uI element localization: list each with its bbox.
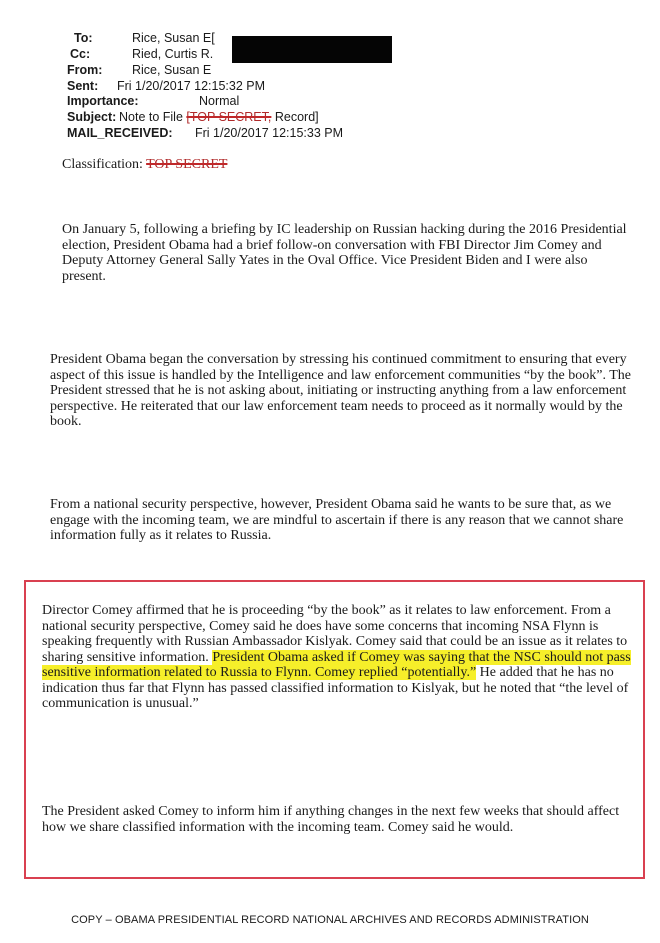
paragraph-4-highlighted-text: President Obama asked if Comey was saying that the NSC should not pass sensitive information related to Russia to Flynn. Comey replied “potentially.” <box>42 649 631 680</box>
paragraph-2: President Obama began the conversation by stressing his continued commitment to ensuring that every aspect of this issue is handled by the Intelligence and law enforcement communities “by the book”. The President stressed that he is not asking about, initiating or instructing anything from a law enforcement perspective. He reiterated that our law enforcement team needs to proceed as it normally would by the book. <box>50 352 631 429</box>
importance-value: Normal <box>199 94 240 108</box>
classification-label: Classification: <box>62 157 147 172</box>
header-subject-row <box>67 110 319 125</box>
mail-received-value: Fri 1/20/2017 12:15:33 PM <box>195 126 344 140</box>
classification-value: TOP SECRET <box>146 157 228 172</box>
to-value: Rice, Susan E[ <box>132 31 215 45</box>
cc-label: Cc: <box>70 47 91 61</box>
header-importance-row <box>67 94 239 109</box>
from-value: Rice, Susan E <box>132 63 212 77</box>
footer-archive-note: COPY – OBAMA PRESIDENTIAL RECORD NATIONAL ARCHIVES AND RECORDS ADMINISTRATION <box>71 914 589 926</box>
subject-suffix: Record] <box>271 110 319 124</box>
paragraph-1: On January 5, following a briefing by IC leadership on Russian hacking during the 2016 Presidential election, President Obama had a brief follow-on conversation with FBI Director Jim Comey and Deputy Attorney General Sally Yates in the Oval Office. Vice President Biden and I were also present. <box>62 222 627 284</box>
header-sent-row <box>67 79 265 94</box>
paragraph-4-after: He added that he has no indication thus far that Flynn has passed classified information to Kislyak, but he noted that “the level of communication is unusual.” <box>42 665 629 711</box>
header-cc-row <box>70 47 213 62</box>
sent-label: Sent: <box>67 79 99 93</box>
header-from-row <box>67 63 211 78</box>
subject-prefix: Note to File <box>119 110 187 124</box>
from-label: From: <box>67 63 103 77</box>
paragraph-5: The President asked Comey to inform him if anything changes in the next few weeks that should affect how we share classified information with the incoming team. Comey said he would. <box>42 804 620 835</box>
header-to-row <box>74 31 215 46</box>
classification-line <box>62 157 227 173</box>
paragraph-4 <box>42 603 638 712</box>
cc-value: Ried, Curtis R. <box>132 47 214 61</box>
subject-label: Subject: <box>67 110 117 124</box>
paragraph-4-before: Director Comey affirmed that he is proceeding “by the book” as it relates to law enforcement. From a national security perspective, Comey said he does have some concerns that incoming NSA Flynn is speaking frequently with Russian Ambassador Kislyak. Comey said that could be an issue as it relates to sharing sensitive information. <box>42 603 628 665</box>
paragraph-3: From a national security perspective, however, President Obama said he wants to be sure that, as we engage with the incoming team, we are mindful to ascertain if there is any reason that we cannot share information fully as it relates to Russia. <box>50 497 624 543</box>
subject-struck-classification: [TOP SECRET, <box>186 110 272 124</box>
sent-value: Fri 1/20/2017 12:15:32 PM <box>117 79 266 93</box>
mail-received-label: MAIL_RECEIVED: <box>67 126 173 140</box>
header-mail-received-row <box>67 126 343 141</box>
redaction-block <box>232 36 392 63</box>
importance-label: Importance: <box>67 94 139 108</box>
to-label: To: <box>74 31 93 45</box>
